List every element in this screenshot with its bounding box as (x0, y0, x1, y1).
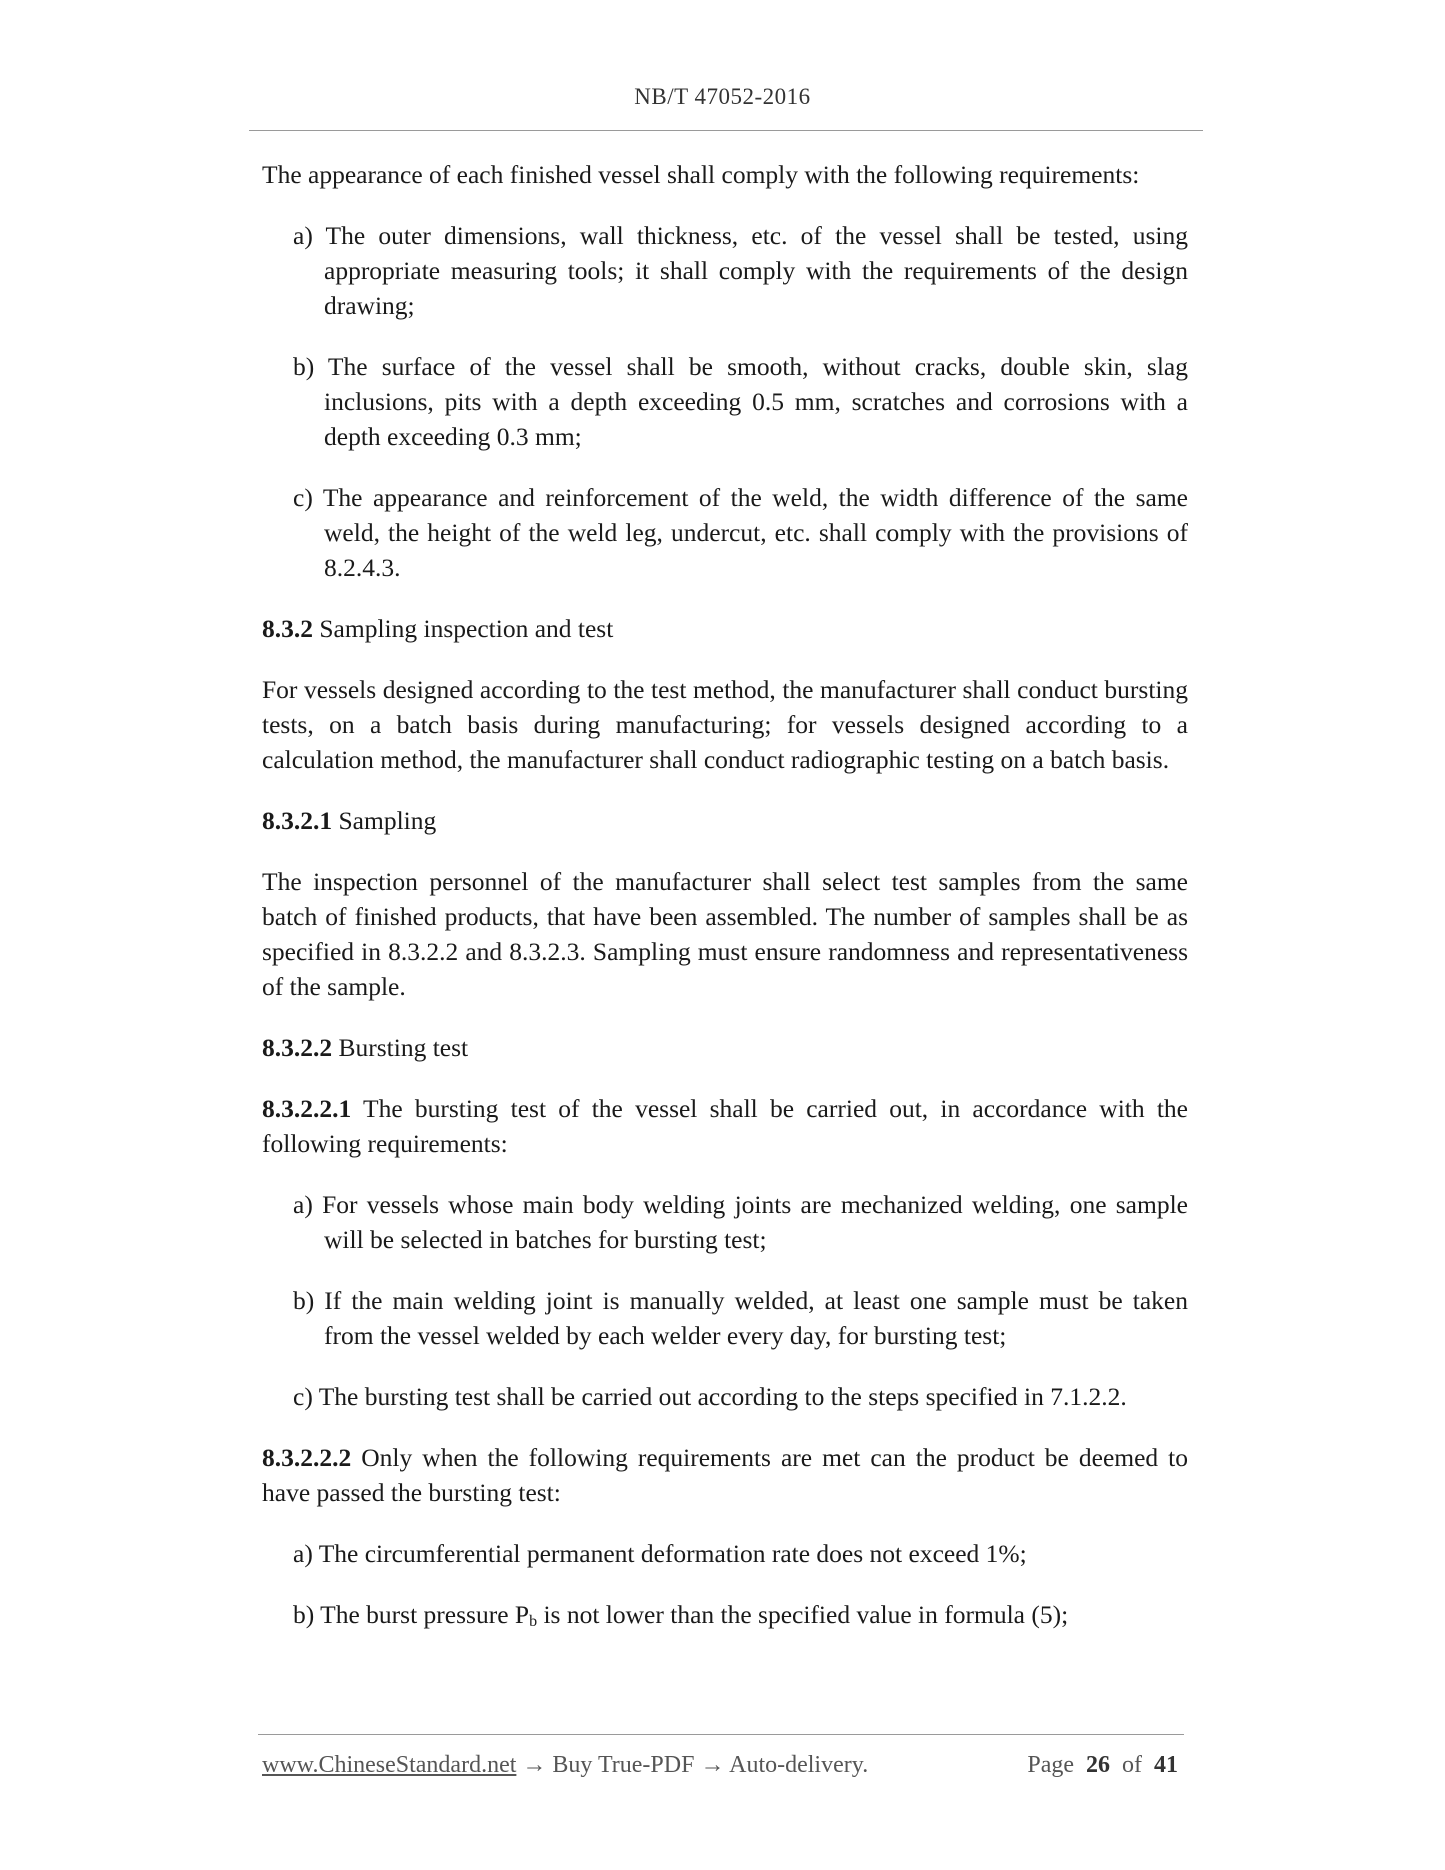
section-number: 8.3.2 (262, 614, 313, 643)
section-number: 8.3.2.2 (262, 1033, 333, 1062)
total-pages: 41 (1154, 1752, 1178, 1778)
subscript: b (529, 1613, 538, 1630)
list-item: c) The appearance and reinforcement of the weld, the width difference of the same weld, the height of the weld leg, undercut, etc. shall comply with the provisions of 8.2.4.3. (293, 483, 1188, 582)
clause-number: 8.3.2.2.1 (262, 1094, 352, 1123)
section-heading-8-3-2-1 (262, 803, 1188, 838)
clause-text: Only when the following requirements are met can the product be deemed to have passed the bursting test: (262, 1443, 1189, 1507)
list-item: a) The outer dimensions, wall thickness, etc. of the vessel shall be tested, using appropriate measuring tools; it shall comply with the requirements of the design drawing; (293, 221, 1188, 320)
clause-8-3-2-2-2 (262, 1440, 1188, 1510)
footer-divider (258, 1734, 1184, 1735)
clause-8-3-2-2-1 (262, 1091, 1188, 1161)
paragraph: The inspection personnel of the manufacturer shall select test samples from the same batch of finished products, that have been assembled. The number of samples shall be as specified in 8.3.2.2 and 8.3.2.3. Sampling must ensure randomness and representativeness of the sample. (262, 867, 1188, 1001)
list-item: c) The bursting test shall be carried out according to the steps specified in 7.1.2.2. (293, 1382, 1127, 1411)
list-item: b) If the main welding joint is manually welded, at least one sample must be taken from the vessel welded by each welder every day, for bursting test; (293, 1286, 1188, 1350)
list-item-text: is not lower than the specified value in formula (5); (537, 1600, 1069, 1629)
section-number: 8.3.2.1 (262, 806, 333, 835)
section-heading-8-3-2-2 (262, 1030, 1188, 1065)
site-link[interactable]: www.ChineseStandard.net (262, 1752, 517, 1778)
list-item-text: b) The burst pressure P (293, 1600, 530, 1629)
footer-promo (262, 1752, 868, 1779)
page-indicator (1027, 1752, 1178, 1779)
clause-text: The bursting test of the vessel shall be carried out, in accordance with the following requirements: (262, 1094, 1188, 1158)
page-footer (262, 1752, 1184, 1786)
page-label: Page (1027, 1752, 1074, 1778)
page-number: 26 (1086, 1752, 1110, 1778)
document-header: NB/T 47052-2016 (634, 84, 811, 109)
of-label: of (1122, 1752, 1142, 1778)
section-title: Sampling (338, 806, 437, 835)
section-heading-8-3-2 (262, 611, 1188, 646)
section-title: Sampling inspection and test (319, 614, 614, 643)
intro-paragraph: The appearance of each finished vessel shall comply with the following requirements: (262, 160, 1140, 189)
clause-number: 8.3.2.2.2 (262, 1443, 352, 1472)
page-body (262, 157, 1188, 1665)
list-item (293, 1597, 1188, 1639)
header-divider (249, 130, 1203, 131)
paragraph: For vessels designed according to the test method, the manufacturer shall conduct bursting tests, on a batch basis during manufacturing; for vessels designed according to a calculation method, the manufacturer shall conduct radiographic testing on a batch basis. (262, 675, 1188, 774)
section-title: Bursting test (338, 1033, 469, 1062)
footer-tagline: → Buy True-PDF → Auto-delivery. (516, 1752, 869, 1778)
list-item: a) The circumferential permanent deformation rate does not exceed 1%; (293, 1539, 1027, 1568)
list-item: b) The surface of the vessel shall be smooth, without cracks, double skin, slag inclusions, pits with a depth exceeding 0.5 mm, scratches and corrosions with a depth exceeding 0.3 mm; (293, 352, 1188, 451)
list-item: a) For vessels whose main body welding joints are mechanized welding, one sample will be selected in batches for bursting test; (293, 1190, 1188, 1254)
